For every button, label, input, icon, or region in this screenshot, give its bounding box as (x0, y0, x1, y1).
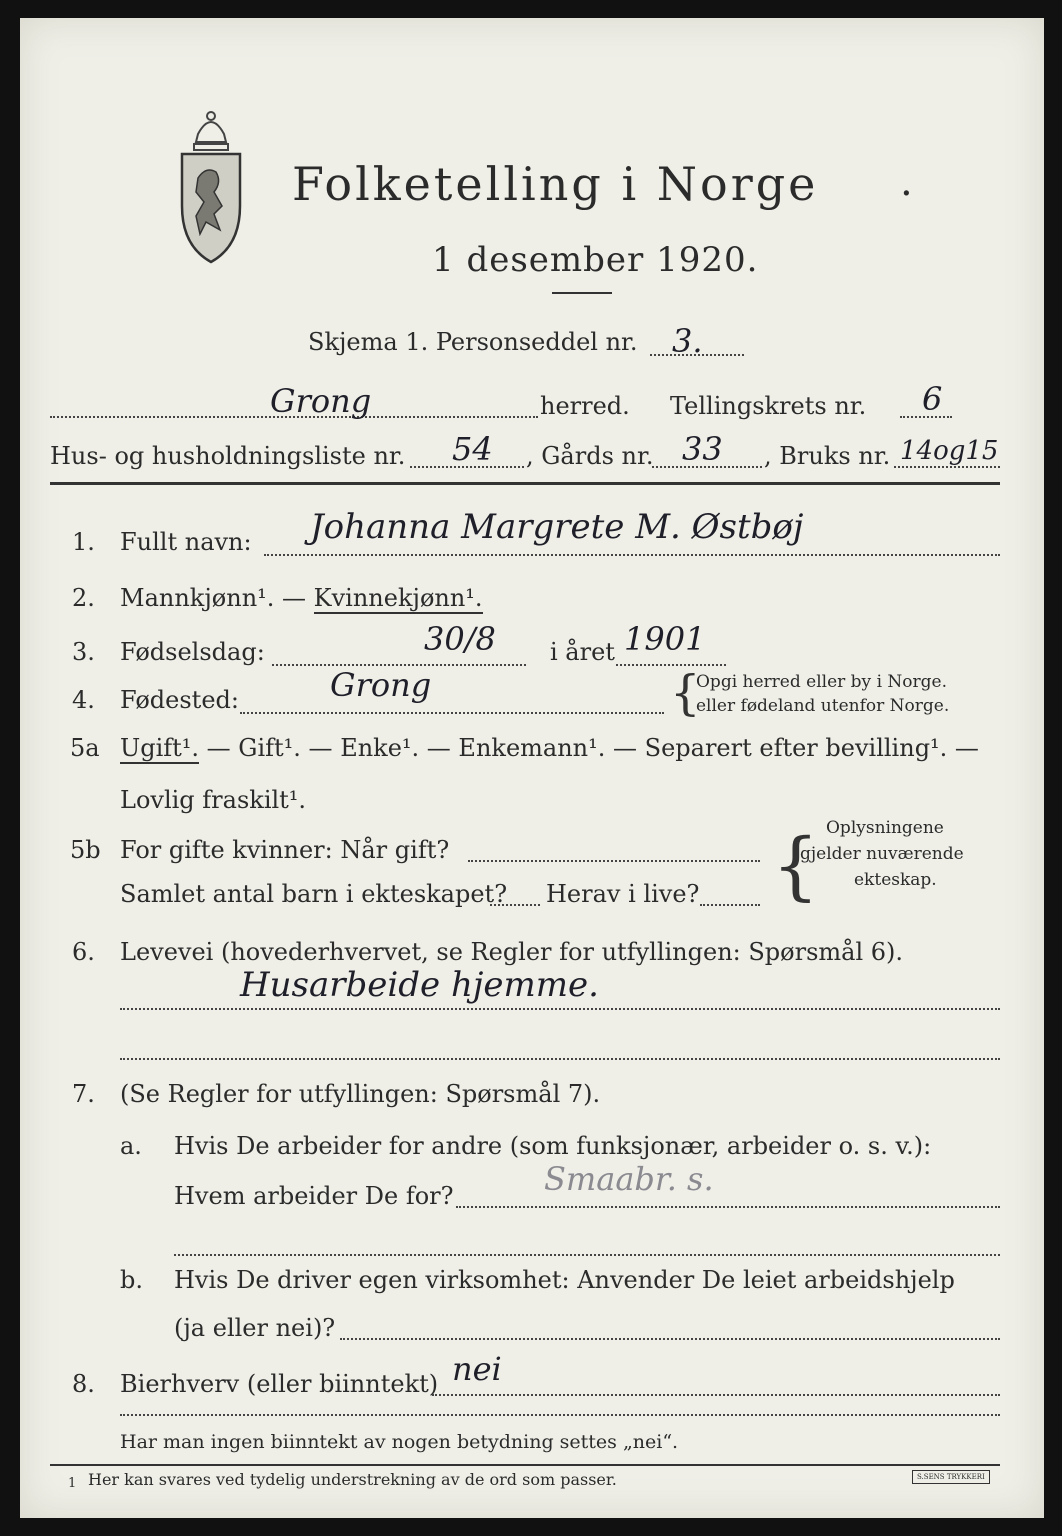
q4-line (240, 712, 664, 714)
q4-value: Grong (330, 666, 432, 704)
q2-male: Mannkjønn¹. (120, 584, 275, 612)
q7a-line2 (174, 1254, 1000, 1256)
q5a-options (120, 734, 979, 762)
tellingskrets-label: Tellingskrets nr. (670, 392, 867, 420)
q5a-rest: — Gift¹. — Enke¹. — Enkemann¹. — Separert efter bevilling¹. — (199, 734, 979, 762)
q5b-children-line (490, 904, 540, 906)
q6-label: Levevei (hovederhvervet, se Regler for utfyllingen: Spørsmål 6). (120, 938, 904, 966)
q7a-number: a. (120, 1132, 142, 1160)
q5b-note2: gjelder nuværende (800, 844, 964, 864)
q1-value: Johanna Margrete M. Østbøj (310, 507, 804, 547)
hus-value: 54 (452, 430, 493, 468)
q2-number: 2. (72, 584, 95, 612)
q3-number: 3. (72, 638, 95, 666)
q2-sep: — (274, 584, 314, 612)
q8-label: Bierhverv (eller biinntekt) (120, 1370, 439, 1398)
q5b-alive-line (700, 904, 760, 906)
bruks-label: , Bruks nr. (764, 442, 891, 470)
title-divider (552, 292, 612, 294)
footer-note: Har man ingen biinntekt av nogen betydning settes „nei“. (120, 1431, 679, 1453)
printer-stamp: S.SENS TRYKKERI (912, 1470, 990, 1484)
q3-label: Fødselsdag: (120, 638, 265, 666)
q5b-note1: Oplysningene (826, 818, 944, 838)
q4-number: 4. (72, 686, 95, 714)
q1-label: Fullt navn: (120, 528, 252, 556)
section-divider (50, 482, 1000, 485)
q1-line (264, 554, 1000, 556)
census-form (20, 18, 1044, 1518)
q5b-label1: For gifte kvinner: Når gift? (120, 836, 450, 864)
q7a-label: Hvis De arbeider for andre (som funksjonær, arbeider o. s. v.): (174, 1132, 932, 1160)
bruks-value: 14og15 (900, 436, 999, 466)
q5b-label3: Herav i live? (546, 880, 700, 908)
footnote-mark: 1 (68, 1476, 77, 1491)
q7b-label: Hvis De driver egen virksomhet: Anvender De leiet arbeidshjelp (174, 1266, 955, 1294)
q4-note1: Opgi herred eller by i Norge. (696, 672, 947, 692)
q7-label: (Se Regler for utfyllingen: Spørsmål 7). (120, 1080, 601, 1108)
q5a-ugift: Ugift¹. (120, 734, 200, 762)
q5b-brace: { (772, 823, 820, 909)
gards-label: , Gårds nr. (526, 442, 654, 470)
q6-value: Husarbeide hjemme. (240, 965, 599, 1005)
herred-label: herred. (540, 392, 630, 420)
q7b-label2: (ja eller nei)? (174, 1314, 336, 1342)
title-period: . (900, 159, 913, 205)
q5a-number: 5a (70, 734, 100, 762)
q4-note2: eller fødeland utenfor Norge. (696, 696, 950, 716)
q8-value: nei (452, 1350, 502, 1388)
q6-number: 6. (72, 938, 95, 966)
q3-year-value: 1901 (624, 620, 706, 658)
coat-of-arms-icon (170, 106, 252, 266)
q7b-line (340, 1338, 1000, 1340)
q3-year-label: i året (550, 638, 615, 666)
footer-divider (50, 1464, 1000, 1466)
q3-day-value: 30/8 (424, 620, 496, 658)
q5b-married-line (468, 860, 760, 862)
q7a-line1 (456, 1206, 1000, 1208)
q7a-label2: Hvem arbeider De for? (174, 1182, 454, 1210)
q1-number: 1. (72, 528, 95, 556)
hus-label: Hus- og husholdningsliste nr. (50, 442, 406, 470)
footnote-text: Her kan svares ved tydelig understrekning av de ord som passer. (88, 1470, 617, 1489)
q5b-label2: Samlet antal barn i ekteskapet? (120, 880, 508, 908)
census-date: 1 desember 1920. (432, 240, 759, 280)
q7-number: 7. (72, 1080, 95, 1108)
skjema-number: 3. (672, 322, 703, 360)
q7b-number: b. (120, 1266, 143, 1294)
q8-line2 (120, 1414, 1000, 1416)
q2-options (120, 584, 483, 612)
q5b-number: 5b (70, 836, 101, 864)
tellingskrets-value: 6 (922, 380, 943, 418)
q6-line1 (120, 1008, 1000, 1010)
q4-brace: { (670, 665, 701, 721)
form-title: Folketelling i Norge (292, 157, 819, 211)
gards-value: 33 (682, 430, 723, 468)
q7a-value: Smaabr. s. (544, 1160, 714, 1198)
q8-line1 (432, 1394, 1000, 1396)
q5a-line2: Lovlig fraskilt¹. (120, 786, 307, 814)
q6-line2 (120, 1058, 1000, 1060)
q5b-note3: ekteskap. (854, 870, 937, 890)
q2-female: Kvinnekjønn¹. (313, 584, 483, 612)
herred-value: Grong (270, 382, 372, 420)
q8-number: 8. (72, 1370, 95, 1398)
q4-label: Fødested: (120, 686, 239, 714)
skjema-label: Skjema 1. Personseddel nr. (308, 328, 638, 356)
